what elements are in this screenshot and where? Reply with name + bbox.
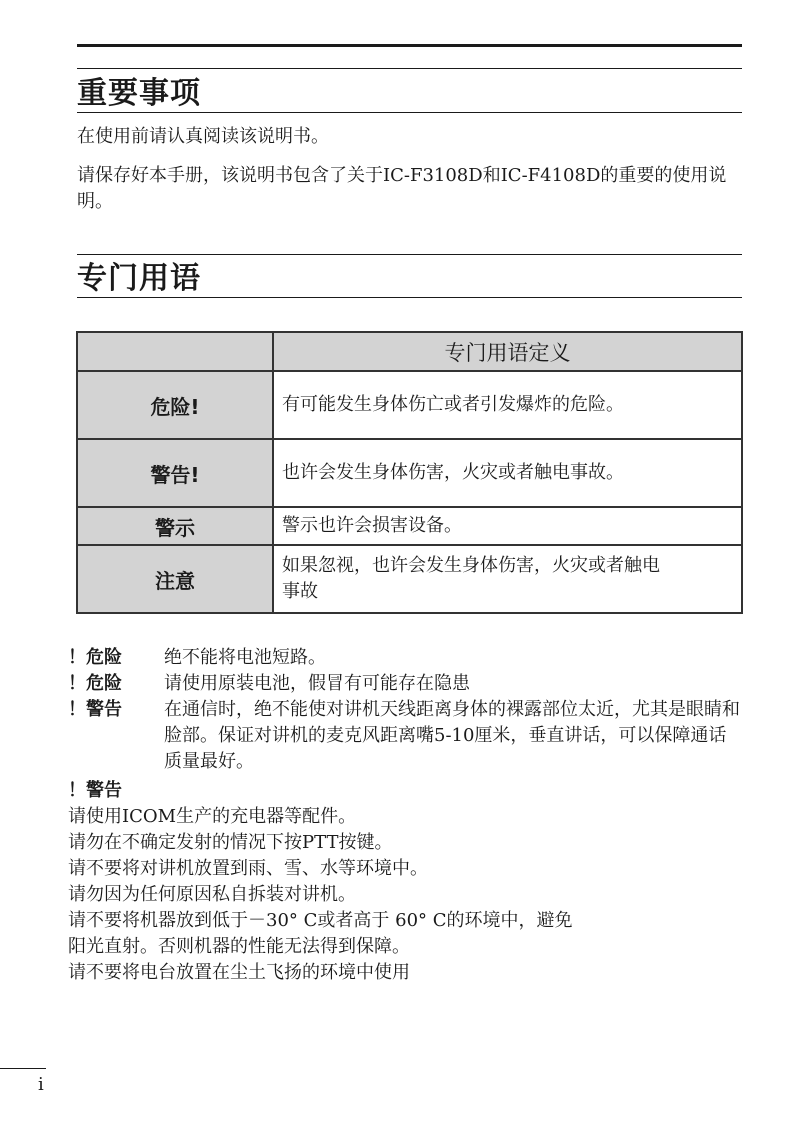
important-paragraph-1: 在使用前请认真阅读该说明书。	[77, 126, 329, 147]
term-caution: 警示	[77, 507, 273, 545]
warning-text: 请使用原装电池，假冒有可能存在隐患	[164, 673, 470, 694]
warning-line: 请使用ICOM生产的充电器等配件。	[68, 806, 357, 827]
terms-top-rule	[77, 254, 742, 255]
warning-line: 阳光直射。否则机器的性能无法得到保障。	[68, 936, 410, 957]
term-note: 注意	[77, 545, 273, 613]
warning-text: 在通信时，绝不能使对讲机天线距离身体的裸露部位太近，尤其是眼睛和脸部。保证对讲机的麦克风距离嘴5-10厘米，垂直讲话，可以保障通话质量最好。	[164, 699, 740, 772]
warning-block-label: ！警告	[68, 780, 122, 801]
warning-line: 请不要将机器放到低于－30° C或者高于 60° C的环境中，避免	[68, 910, 573, 931]
term-warning: 警告!	[77, 439, 273, 507]
warning-label: ！警告	[68, 699, 122, 720]
warning-label: ！危险	[68, 647, 122, 668]
terms-table-corner	[77, 332, 273, 371]
warning-label: ！危险	[68, 673, 122, 694]
table-row	[77, 507, 742, 545]
table-row	[77, 371, 742, 439]
terms-table-header: 专门用语定义	[273, 332, 742, 371]
term-danger: 危险!	[77, 371, 273, 439]
terms-table-header-row	[77, 332, 742, 371]
warning-line: 请勿因为任何原因私自拆装对讲机。	[68, 884, 356, 905]
terms-bottom-rule	[77, 297, 742, 298]
warning-line: 请不要将电台放置在尘土飞扬的环境中使用	[68, 962, 410, 983]
definition-warning: 也许会发生身体伤害，火灾或者触电事故。	[273, 439, 742, 507]
warning-line: 请不要将对讲机放置到雨、雪、水等环境中。	[68, 858, 428, 879]
important-paragraph-2: 请保存好本手册，该说明书包含了关于IC-F3108D和IC-F4108D的重要的使用说明。	[77, 165, 727, 212]
definition-caution: 警示也许会损害设备。	[273, 507, 742, 545]
page-number: i	[38, 1074, 44, 1095]
table-row	[77, 545, 742, 613]
footer-rule	[0, 1068, 46, 1069]
terms-table	[76, 331, 743, 614]
warning-line: 请勿在不确定发射的情况下按PTT按键。	[68, 832, 393, 853]
top-rule	[77, 44, 742, 47]
warning-text: 绝不能将电池短路。	[164, 647, 326, 668]
table-row	[77, 439, 742, 507]
important-bottom-rule	[77, 112, 742, 113]
important-heading: 重要事项	[77, 76, 201, 111]
terms-heading: 专门用语	[77, 261, 201, 296]
definition-note: 如果忽视，也许会发生身体伤害，火灾或者触电事故	[273, 545, 742, 613]
important-top-rule	[77, 68, 742, 69]
definition-danger: 有可能发生身体伤亡或者引发爆炸的危险。	[273, 371, 742, 439]
